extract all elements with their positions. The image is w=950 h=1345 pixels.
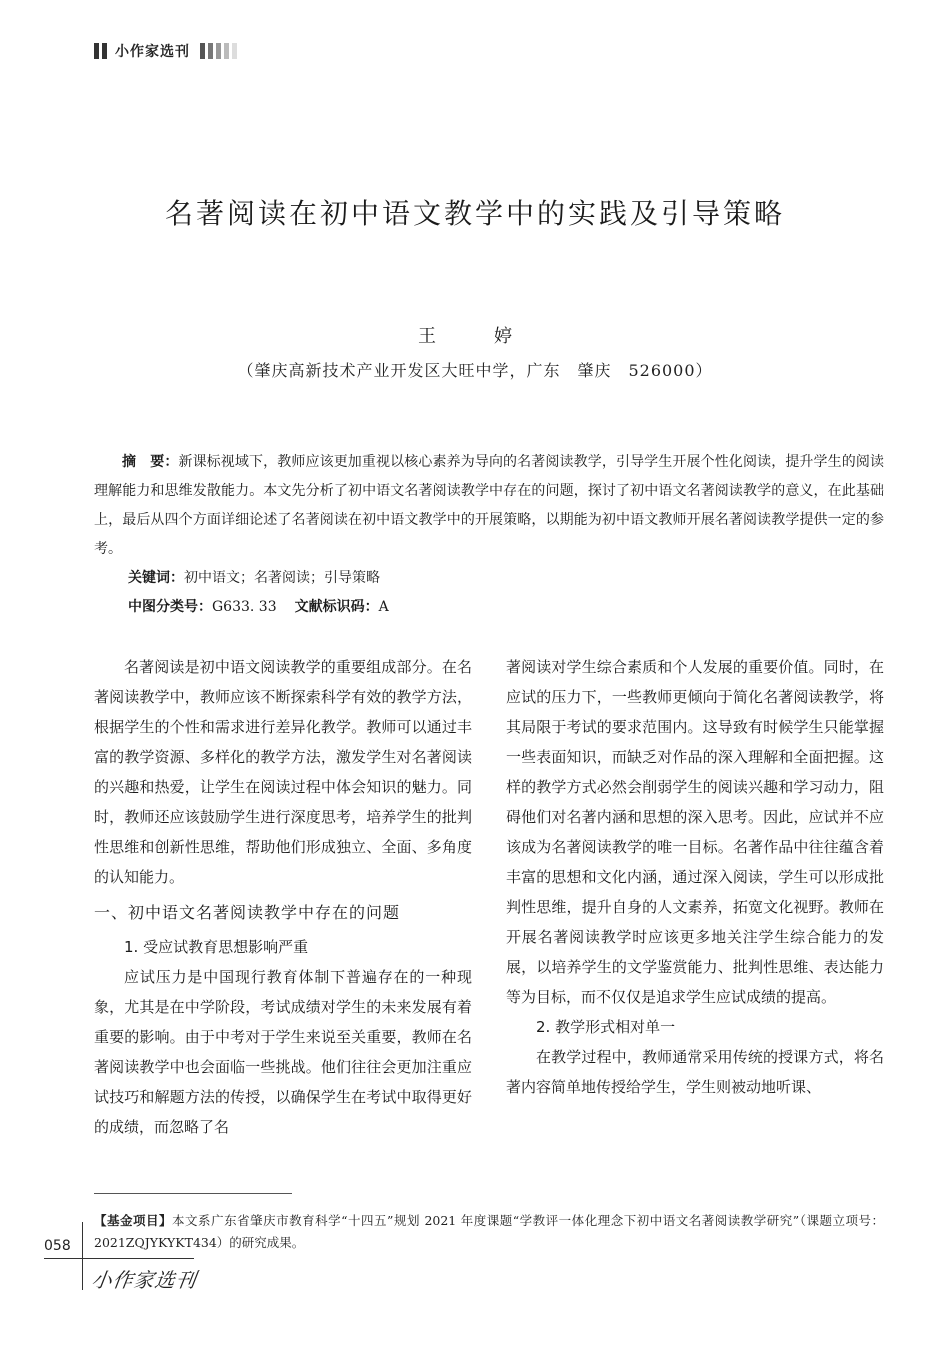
header-bars-decoration xyxy=(94,43,107,59)
classification-line xyxy=(128,593,884,622)
doc-code-label: 文献标识码： xyxy=(294,599,379,615)
article-title: 名著阅读在初中语文教学中的实践及引导策略 xyxy=(164,197,785,230)
keywords-text: 初中语文；名著阅读；引导策略 xyxy=(184,570,380,586)
intro-paragraph: 名著阅读是初中语文阅读教学的重要组成部分。在名著阅读教学中，教师应该不断探索科学有效的教学方法，根据学生的个性和需求进行差异化教学。教师可以通过丰富的教学资源、多样化的教学方法，激发学生对名著阅读的兴趣和热爱，让学生在阅读过程中体会知识的魅力。同时，教师还应该鼓励学生进行深度思考，培养学生的批判性思维和创新性思维，帮助他们形成独立、全面、多角度的认知能力。 xyxy=(94,658,472,886)
section-heading-1: 一、初中语文名著阅读教学中存在的问题 xyxy=(94,903,401,922)
doc-code-value: A xyxy=(378,599,389,615)
footnote-rule xyxy=(94,1193,292,1194)
body-column-left xyxy=(94,652,472,1142)
body-paragraph-continued: 著阅读对学生综合素质和个人发展的重要价值。同时，在应试的压力下，一些教师更倾向于简化名著阅读教学，将其局限于考试的要求范围内。这导致有时候学生只能掌握一些表面知识，而缺乏对作品的深入理解和全面把握。这样的教学方式必然会削弱学生的阅读兴趣和学习动力，阻碍他们对名著内涵和思想的深入思考。因此，应试并不应该成为名著阅读教学的唯一目标。名著作品中往往蕴含着丰富的思想和文化内涵，通过深入阅读，学生可以形成批判性思维，提升自身的人文素养，拓宽文化视野。教师在开展名著阅读教学时应该更多地关注学生综合能力的发展，以培养学生的文学鉴赏能力、批判性思维、表达能力等为目标，而不仅仅是追求学生应试成绩的提高。 xyxy=(506,658,884,1006)
subsection-heading-1: 1. 受应试教育思想影响严重 xyxy=(124,938,309,956)
author-name: 王 婷 xyxy=(418,326,532,347)
page-number: 058 xyxy=(44,1238,71,1254)
keywords-label: 关键词： xyxy=(128,570,184,586)
footnote-text: 本文系广东省肇庆市教育科学“十四五”规划 2021 年度课题“学教评一体化理念下初中语文名著阅读教学研究”（课题立项号：2021ZQJYKYKT434）的研究成果。 xyxy=(94,1213,884,1250)
abstract-paragraph xyxy=(94,448,884,564)
clc-value: G633. 33 xyxy=(212,599,277,615)
abstract-label: 摘 要： xyxy=(122,454,179,470)
body-column-right xyxy=(506,652,884,1102)
journal-logo: 小作家选刊 xyxy=(90,1268,199,1292)
footnote-label: 【基金项目】 xyxy=(94,1213,173,1228)
running-header xyxy=(94,40,237,62)
keywords-line xyxy=(128,564,884,593)
header-fade-bars-decoration xyxy=(200,43,237,59)
body-paragraph: 在教学过程中，教师通常采用传统的授课方式，将名著内容简单地传授给学生，学生则被动地听课、 xyxy=(506,1048,884,1096)
clc-label: 中图分类号： xyxy=(128,599,212,615)
footer-horizontal-rule xyxy=(44,1258,194,1259)
body-paragraph: 应试压力是中国现行教育体制下普遍存在的一种现象，尤其是在中学阶段，考试成绩对学生的未来发展有着重要的影响。由于中考对于学生来说至关重要，教师在名著阅读教学中也会面临一些挑战。他们往往会更加注重应试技巧和解题方法的传授，以确保学生在考试中取得更好的成绩，而忽略了名 xyxy=(94,968,472,1136)
funding-footnote xyxy=(94,1210,884,1254)
abstract-block xyxy=(94,448,884,622)
abstract-text: 新课标视域下，教师应该更加重视以核心素养为导向的名著阅读教学，引导学生开展个性化阅读，提升学生的阅读理解能力和思维发散能力。本文先分析了初中语文名著阅读教学中存在的问题，探讨了初中语文名著阅读教学的意义，在此基础上，最后从四个方面详细论述了名著阅读在初中语文教学中的开展策略，以期能为初中语文教师开展名著阅读教学提供一定的参考。 xyxy=(94,454,884,557)
author-affiliation: （肇庆高新技术产业开发区大旺中学，广东 肇庆 526000） xyxy=(237,361,713,380)
footer-vertical-rule xyxy=(82,1222,83,1290)
journal-name: 小作家选刊 xyxy=(115,44,190,60)
subsection-heading-2: 2. 教学形式相对单一 xyxy=(536,1018,676,1036)
